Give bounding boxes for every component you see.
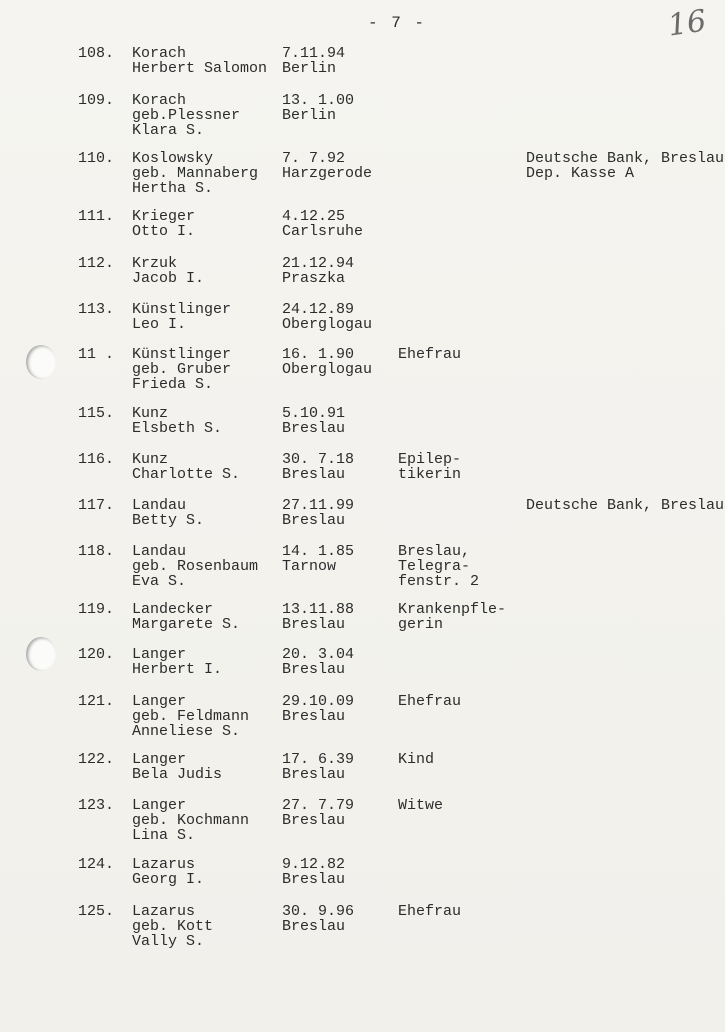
entry-birth bbox=[282, 498, 354, 528]
entry-birth bbox=[282, 904, 354, 934]
handwritten-page-number: 16 bbox=[665, 3, 709, 44]
name-line: Leo I. bbox=[132, 316, 187, 333]
bank-line: Deutsche Bank, Breslau bbox=[526, 150, 725, 167]
birth-place: Breslau bbox=[282, 871, 346, 888]
entry-birth bbox=[282, 602, 354, 632]
entry-name bbox=[132, 93, 240, 138]
birth-place: Breslau bbox=[282, 466, 346, 483]
name-line: Künstlinger bbox=[132, 301, 232, 318]
name-line: Charlotte S. bbox=[132, 466, 241, 483]
birth-place: Breslau bbox=[282, 918, 346, 935]
birth-date: 4.12.25 bbox=[282, 208, 346, 225]
entry-name bbox=[132, 694, 249, 739]
birth-place: Oberglogau bbox=[282, 316, 373, 333]
birth-place: Oberglogau bbox=[282, 361, 373, 378]
name-line: Langer bbox=[132, 693, 187, 710]
birth-place: Breslau bbox=[282, 420, 346, 437]
entry-number-text: 121. bbox=[78, 693, 115, 710]
birth-place: Berlin bbox=[282, 107, 337, 124]
entry-name bbox=[132, 406, 222, 436]
name-line: geb. Mannaberg bbox=[132, 165, 259, 182]
entry-number bbox=[78, 406, 114, 421]
name-line: Herbert I. bbox=[132, 661, 223, 678]
entry-number-text: 109. bbox=[78, 92, 115, 109]
name-line: Elsbeth S. bbox=[132, 420, 223, 437]
entry-name bbox=[132, 302, 231, 332]
name-line: Langer bbox=[132, 751, 187, 768]
entry-number-text: 111. bbox=[78, 208, 115, 225]
entry-name bbox=[132, 798, 249, 843]
entry-number-text: 112. bbox=[78, 255, 115, 272]
punch-hole bbox=[26, 637, 56, 671]
name-line: Herbert Salomon bbox=[132, 60, 268, 77]
entry-name bbox=[132, 46, 267, 76]
entry-number bbox=[78, 93, 114, 108]
entry-name bbox=[132, 151, 258, 196]
name-line: Langer bbox=[132, 646, 187, 663]
birth-date: 27. 7.79 bbox=[282, 797, 355, 814]
birth-date: 5.10.91 bbox=[282, 405, 346, 422]
entry-birth bbox=[282, 347, 372, 377]
entry-number-text: 119. bbox=[78, 601, 115, 618]
entry-name bbox=[132, 857, 204, 887]
birth-place: Carlsruhe bbox=[282, 223, 364, 240]
entry-number-text: 110. bbox=[78, 150, 115, 167]
entry-birth bbox=[282, 256, 354, 286]
entry-birth bbox=[282, 857, 345, 887]
entry-number-text: 108. bbox=[78, 45, 115, 62]
note-line: Ehefrau bbox=[398, 903, 462, 920]
entry-number bbox=[78, 602, 114, 617]
entry-number bbox=[78, 857, 114, 872]
name-line: Georg I. bbox=[132, 871, 205, 888]
birth-place: Harzgerode bbox=[282, 165, 373, 182]
name-line: Krzuk bbox=[132, 255, 178, 272]
name-line: geb.Plessner bbox=[132, 107, 241, 124]
name-line: Krieger bbox=[132, 208, 196, 225]
name-line: Koslowsky bbox=[132, 150, 214, 167]
page-number: - 7 - bbox=[368, 14, 427, 32]
entry-number bbox=[78, 256, 114, 271]
entry-number-text: 124. bbox=[78, 856, 115, 873]
birth-date: 13.11.88 bbox=[282, 601, 355, 618]
birth-date: 16. 1.90 bbox=[282, 346, 355, 363]
entry-number-text: 117. bbox=[78, 497, 115, 514]
name-line: Eva S. bbox=[132, 573, 187, 590]
entry-number bbox=[78, 544, 114, 559]
name-line: Landau bbox=[132, 543, 187, 560]
birth-place: Breslau bbox=[282, 512, 346, 529]
entry-note bbox=[398, 752, 434, 767]
entry-birth bbox=[282, 93, 354, 123]
entry-number-text: 118. bbox=[78, 543, 115, 560]
name-line: Landecker bbox=[132, 601, 214, 618]
note-line: Ehefrau bbox=[398, 346, 462, 363]
entry-number bbox=[78, 498, 114, 513]
entry-note bbox=[398, 452, 461, 482]
name-line: Hertha S. bbox=[132, 180, 214, 197]
name-line: Korach bbox=[132, 45, 187, 62]
entry-number bbox=[78, 347, 114, 362]
name-line: Lazarus bbox=[132, 856, 196, 873]
name-line: Langer bbox=[132, 797, 187, 814]
entry-birth bbox=[282, 452, 354, 482]
entry-name bbox=[132, 209, 195, 239]
birth-date: 13. 1.00 bbox=[282, 92, 355, 109]
birth-date: 30. 9.96 bbox=[282, 903, 355, 920]
entry-note bbox=[398, 602, 506, 632]
birth-date: 30. 7.18 bbox=[282, 451, 355, 468]
name-line: Lina S. bbox=[132, 827, 196, 844]
entry-note bbox=[398, 694, 461, 709]
birth-place: Praszka bbox=[282, 270, 346, 287]
entry-note bbox=[398, 798, 443, 813]
birth-place: Breslau bbox=[282, 708, 346, 725]
name-line: Vally S. bbox=[132, 933, 205, 950]
entry-birth bbox=[282, 798, 354, 828]
punch-hole bbox=[26, 345, 56, 379]
entry-name bbox=[132, 256, 204, 286]
entry-note bbox=[398, 347, 461, 362]
entry-name bbox=[132, 602, 240, 632]
bank-line: Deutsche Bank, Breslau bbox=[526, 497, 725, 514]
name-line: Klara S. bbox=[132, 122, 205, 139]
entry-name bbox=[132, 752, 222, 782]
entry-number bbox=[78, 798, 114, 813]
note-line: Ehefrau bbox=[398, 693, 462, 710]
birth-place: Breslau bbox=[282, 616, 346, 633]
entry-number bbox=[78, 647, 114, 662]
birth-place: Tarnow bbox=[282, 558, 337, 575]
entry-birth bbox=[282, 752, 354, 782]
birth-date: 29.10.09 bbox=[282, 693, 355, 710]
entry-number-text: 116. bbox=[78, 451, 115, 468]
name-line: geb. Kott bbox=[132, 918, 214, 935]
entry-birth bbox=[282, 406, 345, 436]
entry-name bbox=[132, 347, 231, 392]
entry-number-text: 125. bbox=[78, 903, 115, 920]
name-line: Kunz bbox=[132, 451, 169, 468]
birth-date: 21.12.94 bbox=[282, 255, 355, 272]
name-line: geb. Kochmann bbox=[132, 812, 250, 829]
name-line: Landau bbox=[132, 497, 187, 514]
note-line: Telegra- bbox=[398, 558, 471, 575]
entry-number bbox=[78, 209, 114, 224]
name-line: Kunz bbox=[132, 405, 169, 422]
name-line: geb. Gruber bbox=[132, 361, 232, 378]
entry-name bbox=[132, 498, 204, 528]
entry-number-text: 120. bbox=[78, 646, 115, 663]
entry-birth bbox=[282, 151, 372, 181]
birth-date: 9.12.82 bbox=[282, 856, 346, 873]
entry-bank bbox=[526, 151, 724, 181]
entry-number bbox=[78, 904, 114, 919]
entry-name bbox=[132, 544, 258, 589]
entry-number-text: 123. bbox=[78, 797, 115, 814]
name-line: Jacob I. bbox=[132, 270, 205, 287]
entry-note bbox=[398, 904, 461, 919]
birth-date: 20. 3.04 bbox=[282, 646, 355, 663]
name-line: Lazarus bbox=[132, 903, 196, 920]
note-line: Epilep- bbox=[398, 451, 462, 468]
name-line: geb. Rosenbaum bbox=[132, 558, 259, 575]
note-line: Kind bbox=[398, 751, 435, 768]
entry-number bbox=[78, 694, 114, 709]
name-line: Anneliese S. bbox=[132, 723, 241, 740]
birth-date: 24.12.89 bbox=[282, 301, 355, 318]
entry-birth bbox=[282, 647, 354, 677]
entry-birth bbox=[282, 302, 372, 332]
entry-number bbox=[78, 302, 114, 317]
note-line: Krankenpfle- bbox=[398, 601, 507, 618]
entry-birth bbox=[282, 544, 354, 574]
entry-name bbox=[132, 647, 222, 677]
entry-birth bbox=[282, 46, 345, 76]
entry-birth bbox=[282, 209, 363, 239]
entry-name bbox=[132, 904, 213, 949]
birth-place: Breslau bbox=[282, 812, 346, 829]
note-line: gerin bbox=[398, 616, 444, 633]
entry-number-text: 113. bbox=[78, 301, 115, 318]
note-line: Witwe bbox=[398, 797, 444, 814]
name-line: Otto I. bbox=[132, 223, 196, 240]
birth-place: Berlin bbox=[282, 60, 337, 77]
birth-place: Breslau bbox=[282, 661, 346, 678]
bank-line: Dep. Kasse A bbox=[526, 165, 635, 182]
name-line: Betty S. bbox=[132, 512, 205, 529]
name-line: geb. Feldmann bbox=[132, 708, 250, 725]
entry-bank bbox=[526, 498, 724, 513]
name-line: Margarete S. bbox=[132, 616, 241, 633]
entry-number bbox=[78, 752, 114, 767]
birth-date: 17. 6.39 bbox=[282, 751, 355, 768]
entry-number-text: 115. bbox=[78, 405, 115, 422]
entry-number bbox=[78, 151, 114, 166]
birth-place: Breslau bbox=[282, 766, 346, 783]
birth-date: 7. 7.92 bbox=[282, 150, 346, 167]
entry-number bbox=[78, 46, 114, 61]
name-line: Korach bbox=[132, 92, 187, 109]
name-line: Bela Judis bbox=[132, 766, 223, 783]
name-line: Frieda S. bbox=[132, 376, 214, 393]
entry-note bbox=[398, 544, 479, 589]
birth-date: 7.11.94 bbox=[282, 45, 346, 62]
birth-date: 14. 1.85 bbox=[282, 543, 355, 560]
birth-date: 27.11.99 bbox=[282, 497, 355, 514]
entry-number-text: 122. bbox=[78, 751, 115, 768]
note-line: fenstr. 2 bbox=[398, 573, 480, 590]
entry-birth bbox=[282, 694, 354, 724]
note-line: tikerin bbox=[398, 466, 462, 483]
entry-name bbox=[132, 452, 240, 482]
note-line: Breslau, bbox=[398, 543, 471, 560]
entry-number-text: 11 . bbox=[78, 346, 115, 363]
entry-number bbox=[78, 452, 114, 467]
name-line: Künstlinger bbox=[132, 346, 232, 363]
